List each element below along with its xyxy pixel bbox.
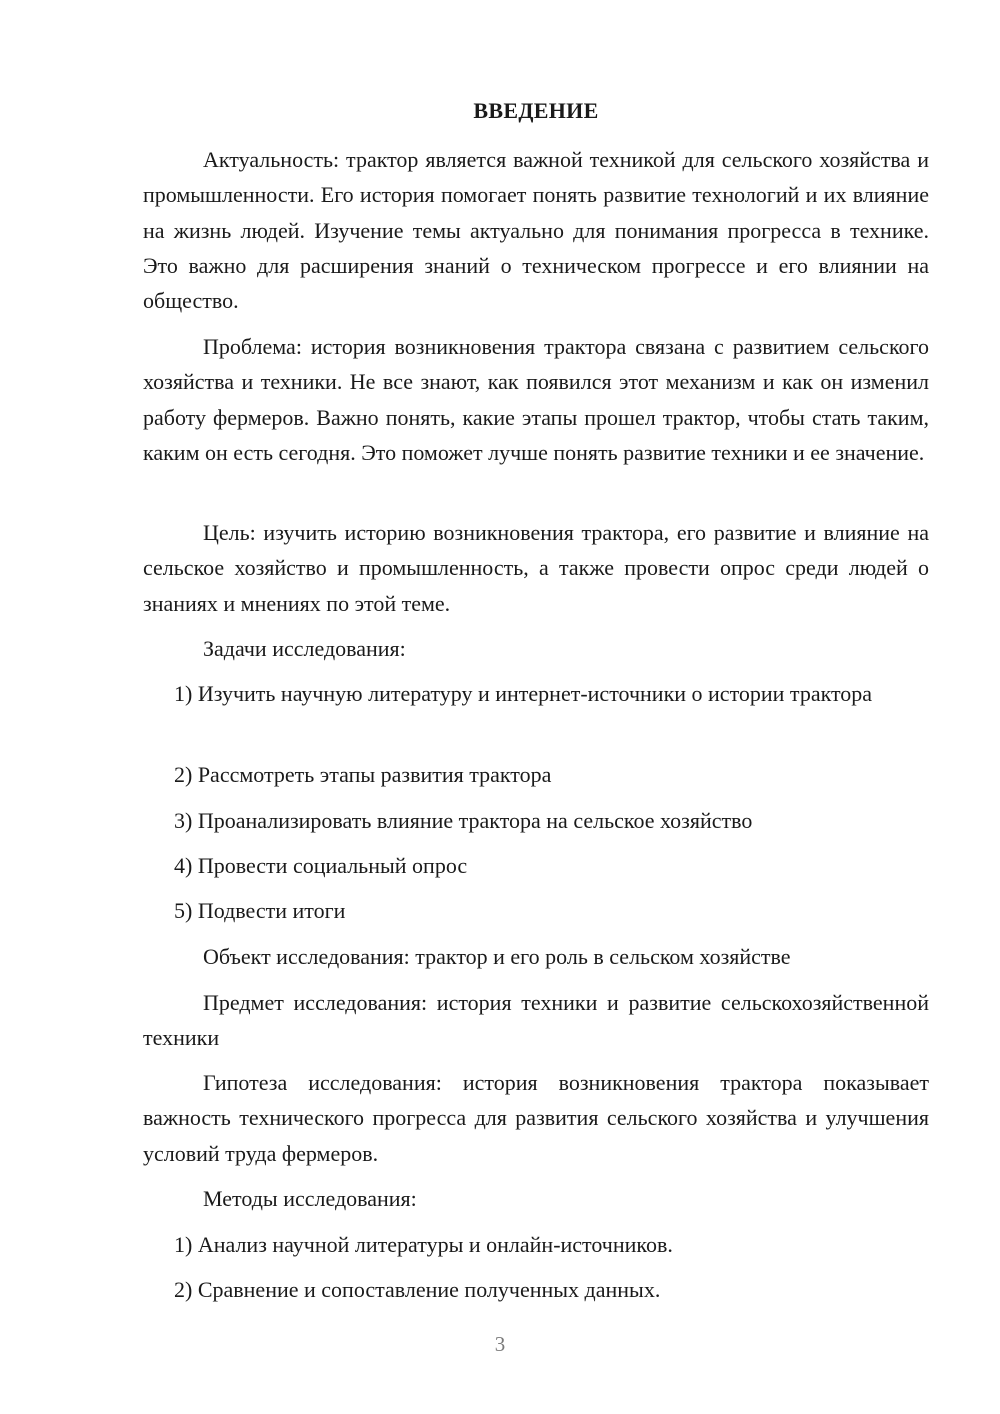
- object-paragraph: Объект исследования: трактор и его роль в сельском хозяйстве: [203, 944, 791, 969]
- task-item: 2) Рассмотреть этапы развития трактора: [174, 762, 552, 787]
- page-number: 3: [494, 1332, 506, 1356]
- methods-heading: Методы исследования:: [203, 1186, 417, 1211]
- goal-paragraph: Цель: изучить историю возникновения трактора, его развитие и влияние на сельское хозяйство и промышленность, а также провести опрос среди людей о знаниях и мнениях по этой теме.: [143, 520, 929, 616]
- tasks-heading: Задачи исследования:: [203, 636, 406, 661]
- task-item: 1) Изучить научную литературу и интернет-источники о истории трактора: [174, 681, 873, 706]
- hypothesis-paragraph: Гипотеза исследования: история возникновения трактора показывает важность технического прогресса для развития сельского хозяйства и улучшения условий труда фермеров.: [143, 1070, 929, 1166]
- method-item: 2) Сравнение и сопоставление полученных данных.: [174, 1277, 661, 1302]
- page-title: ВВЕДЕНИЕ: [473, 98, 599, 123]
- task-item: 4) Провести социальный опрос: [174, 853, 468, 878]
- subject-paragraph: Предмет исследования: история техники и развитие сельскохозяйственной техники: [143, 990, 929, 1051]
- task-item: 3) Проанализировать влияние трактора на сельское хозяйство: [174, 808, 753, 833]
- task-item: 5) Подвести итоги: [174, 898, 346, 923]
- relevance-paragraph: Актуальность: трактор является важной техникой для сельского хозяйства и промышленности. Его история помогает понять развитие технологий и их влияние на жизнь людей. Изучение темы актуально для понимания прогресса в технике. Это важно для расширения знаний о техническом прогрессе и его влиянии на общество.: [143, 147, 929, 314]
- problem-paragraph: Проблема: история возникновения трактора связана с развитием сельского хозяйства и техники. Не все знают, как появился этот механизм и как он изменил работу фермеров. Важно понять, какие этапы прошел трактор, чтобы стать таким, каким он есть сегодня. Это поможет лучше понять развитие техники и ее значение.: [143, 334, 929, 465]
- method-item: 1) Анализ научной литературы и онлайн-источников.: [174, 1232, 673, 1257]
